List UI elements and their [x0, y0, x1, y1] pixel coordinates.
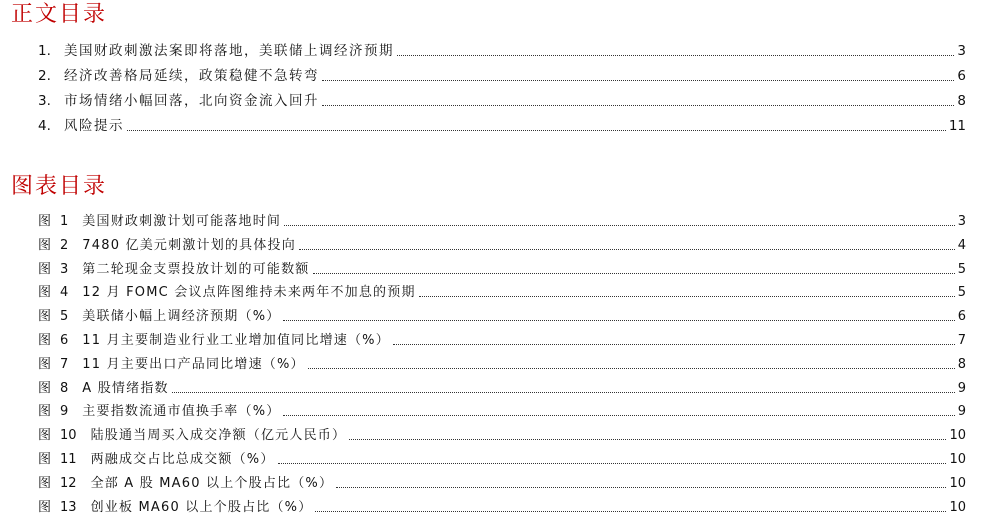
figure-entry-page: 9 [957, 381, 966, 396]
toc-entry-title: 市场情绪小幅回落，北向资金流入回升 [64, 93, 319, 109]
figure-entry[interactable] [38, 237, 966, 254]
figure-entry-page: 5 [957, 285, 966, 300]
dot-leader [322, 80, 954, 81]
toc-entry-title: 美国财政刺激法案即将落地，美联储上调经济预期 [64, 43, 394, 59]
figure-entry-page: 4 [957, 238, 966, 253]
figure-entry-prefix: 图 [38, 285, 53, 300]
figure-entry-title: 美国财政刺激计划可能落地时间 [82, 214, 282, 229]
figure-entry-title: 美联储小幅上调经济预期（%） [82, 309, 281, 324]
figure-entry-prefix: 图 [38, 381, 53, 396]
toc-entry-title: 风险提示 [64, 118, 124, 134]
figure-list-heading: 图表目录 [11, 174, 108, 199]
figure-entry-title: A 股情绪指数 [82, 381, 169, 396]
toc-entry-page: 6 [957, 68, 966, 84]
figure-entry-number: 8 [60, 381, 69, 396]
figure-entry[interactable] [38, 261, 966, 278]
figure-entry-number: 11 [60, 452, 77, 467]
figure-entry-title: 创业板 MA60 以上个股占比（%） [90, 500, 313, 515]
dot-leader [313, 273, 955, 274]
toc-entry[interactable] [38, 92, 966, 110]
toc-entry-number: 2. [38, 68, 51, 84]
figure-entry-title: 主要指数流通市值换手率（%） [82, 404, 281, 419]
figure-entry-prefix: 图 [38, 357, 53, 372]
dot-leader [127, 130, 946, 131]
figure-entry-page: 10 [949, 452, 966, 467]
figure-entry-number: 3 [60, 262, 69, 277]
toc-entry-number: 4. [38, 118, 51, 134]
figure-entry-prefix: 图 [38, 476, 53, 491]
figure-entry-prefix: 图 [38, 500, 53, 515]
figure-entry-title: 12 月 FOMC 会议点阵图维持未来两年不加息的预期 [82, 285, 416, 300]
figure-entry[interactable] [38, 380, 966, 397]
figure-entry-number: 7 [60, 357, 69, 372]
dot-leader [283, 415, 954, 416]
toc-entry-page: 8 [957, 93, 966, 109]
toc-entry[interactable] [38, 42, 966, 60]
figure-entry-prefix: 图 [38, 214, 53, 229]
figure-entry[interactable] [38, 475, 966, 492]
figure-entry-title: 全部 A 股 MA60 以上个股占比（%） [90, 476, 334, 491]
figure-entry-page: 9 [957, 404, 966, 419]
figure-entry[interactable] [38, 451, 966, 468]
figure-entry-page: 10 [949, 476, 966, 491]
dot-leader [393, 344, 955, 345]
toc-entry-number: 1. [38, 43, 51, 59]
toc-entry-title: 经济改善格局延续，政策稳健不急转弯 [64, 68, 319, 84]
figure-entry-number: 1 [60, 214, 69, 229]
dot-leader [278, 463, 947, 464]
figure-entry-prefix: 图 [38, 452, 53, 467]
figure-entry-title: 第二轮现金支票投放计划的可能数额 [82, 262, 310, 277]
figure-entry-prefix: 图 [38, 333, 53, 348]
toc-entry[interactable] [38, 67, 966, 85]
figure-entry[interactable] [38, 308, 966, 325]
figure-entry-prefix: 图 [38, 404, 53, 419]
figure-entry-number: 6 [60, 333, 69, 348]
dot-leader [336, 487, 946, 488]
figure-entry-prefix: 图 [38, 238, 53, 253]
dot-leader [397, 55, 954, 56]
figure-entry[interactable] [38, 284, 966, 301]
figure-entry-number: 13 [60, 500, 77, 515]
dot-leader [308, 368, 955, 369]
figure-entry-number: 2 [60, 238, 69, 253]
figure-entry-title: 陆股通当周买入成交净额（亿元人民币） [90, 428, 347, 443]
dot-leader [172, 392, 955, 393]
figure-entry[interactable] [38, 499, 966, 516]
figure-entry-title: 11 月主要制造业行业工业增加值同比增速（%） [82, 333, 390, 348]
figure-entry-page: 5 [957, 262, 966, 277]
figure-entry-page: 7 [957, 333, 966, 348]
figure-entry-number: 12 [60, 476, 77, 491]
figure-entry-title: 11 月主要出口产品同比增速（%） [82, 357, 305, 372]
figure-entry-title: 两融成交占比总成交额（%） [90, 452, 275, 467]
toc-entry-number: 3. [38, 93, 51, 109]
figure-entry-page: 8 [957, 357, 966, 372]
figure-entry[interactable] [38, 213, 966, 230]
dot-leader [283, 320, 954, 321]
dot-leader [349, 439, 946, 440]
figure-entry-prefix: 图 [38, 309, 53, 324]
toc-entry-page: 3 [957, 43, 966, 59]
figure-entry-page: 6 [957, 309, 966, 324]
figure-entry-number: 9 [60, 404, 69, 419]
figure-entry-prefix: 图 [38, 428, 53, 443]
dot-leader [284, 225, 955, 226]
figure-entry-page: 10 [949, 500, 966, 515]
figure-entry-number: 10 [60, 428, 77, 443]
figure-entry-prefix: 图 [38, 262, 53, 277]
toc-heading: 正文目录 [11, 2, 108, 27]
figure-entry-page: 3 [957, 214, 966, 229]
toc-entry[interactable] [38, 117, 966, 135]
figure-entry-title: 7480 亿美元刺激计划的具体投向 [82, 238, 296, 253]
figure-entry[interactable] [38, 403, 966, 420]
dot-leader [299, 249, 955, 250]
figure-entry-page: 10 [949, 428, 966, 443]
toc-entry-page: 11 [948, 118, 966, 134]
figure-entry-number: 5 [60, 309, 69, 324]
figure-entry[interactable] [38, 356, 966, 373]
dot-leader [419, 296, 955, 297]
figure-entry-number: 4 [60, 285, 69, 300]
dot-leader [322, 105, 954, 106]
figure-entry[interactable] [38, 332, 966, 349]
dot-leader [315, 511, 946, 512]
figure-entry[interactable] [38, 427, 966, 444]
